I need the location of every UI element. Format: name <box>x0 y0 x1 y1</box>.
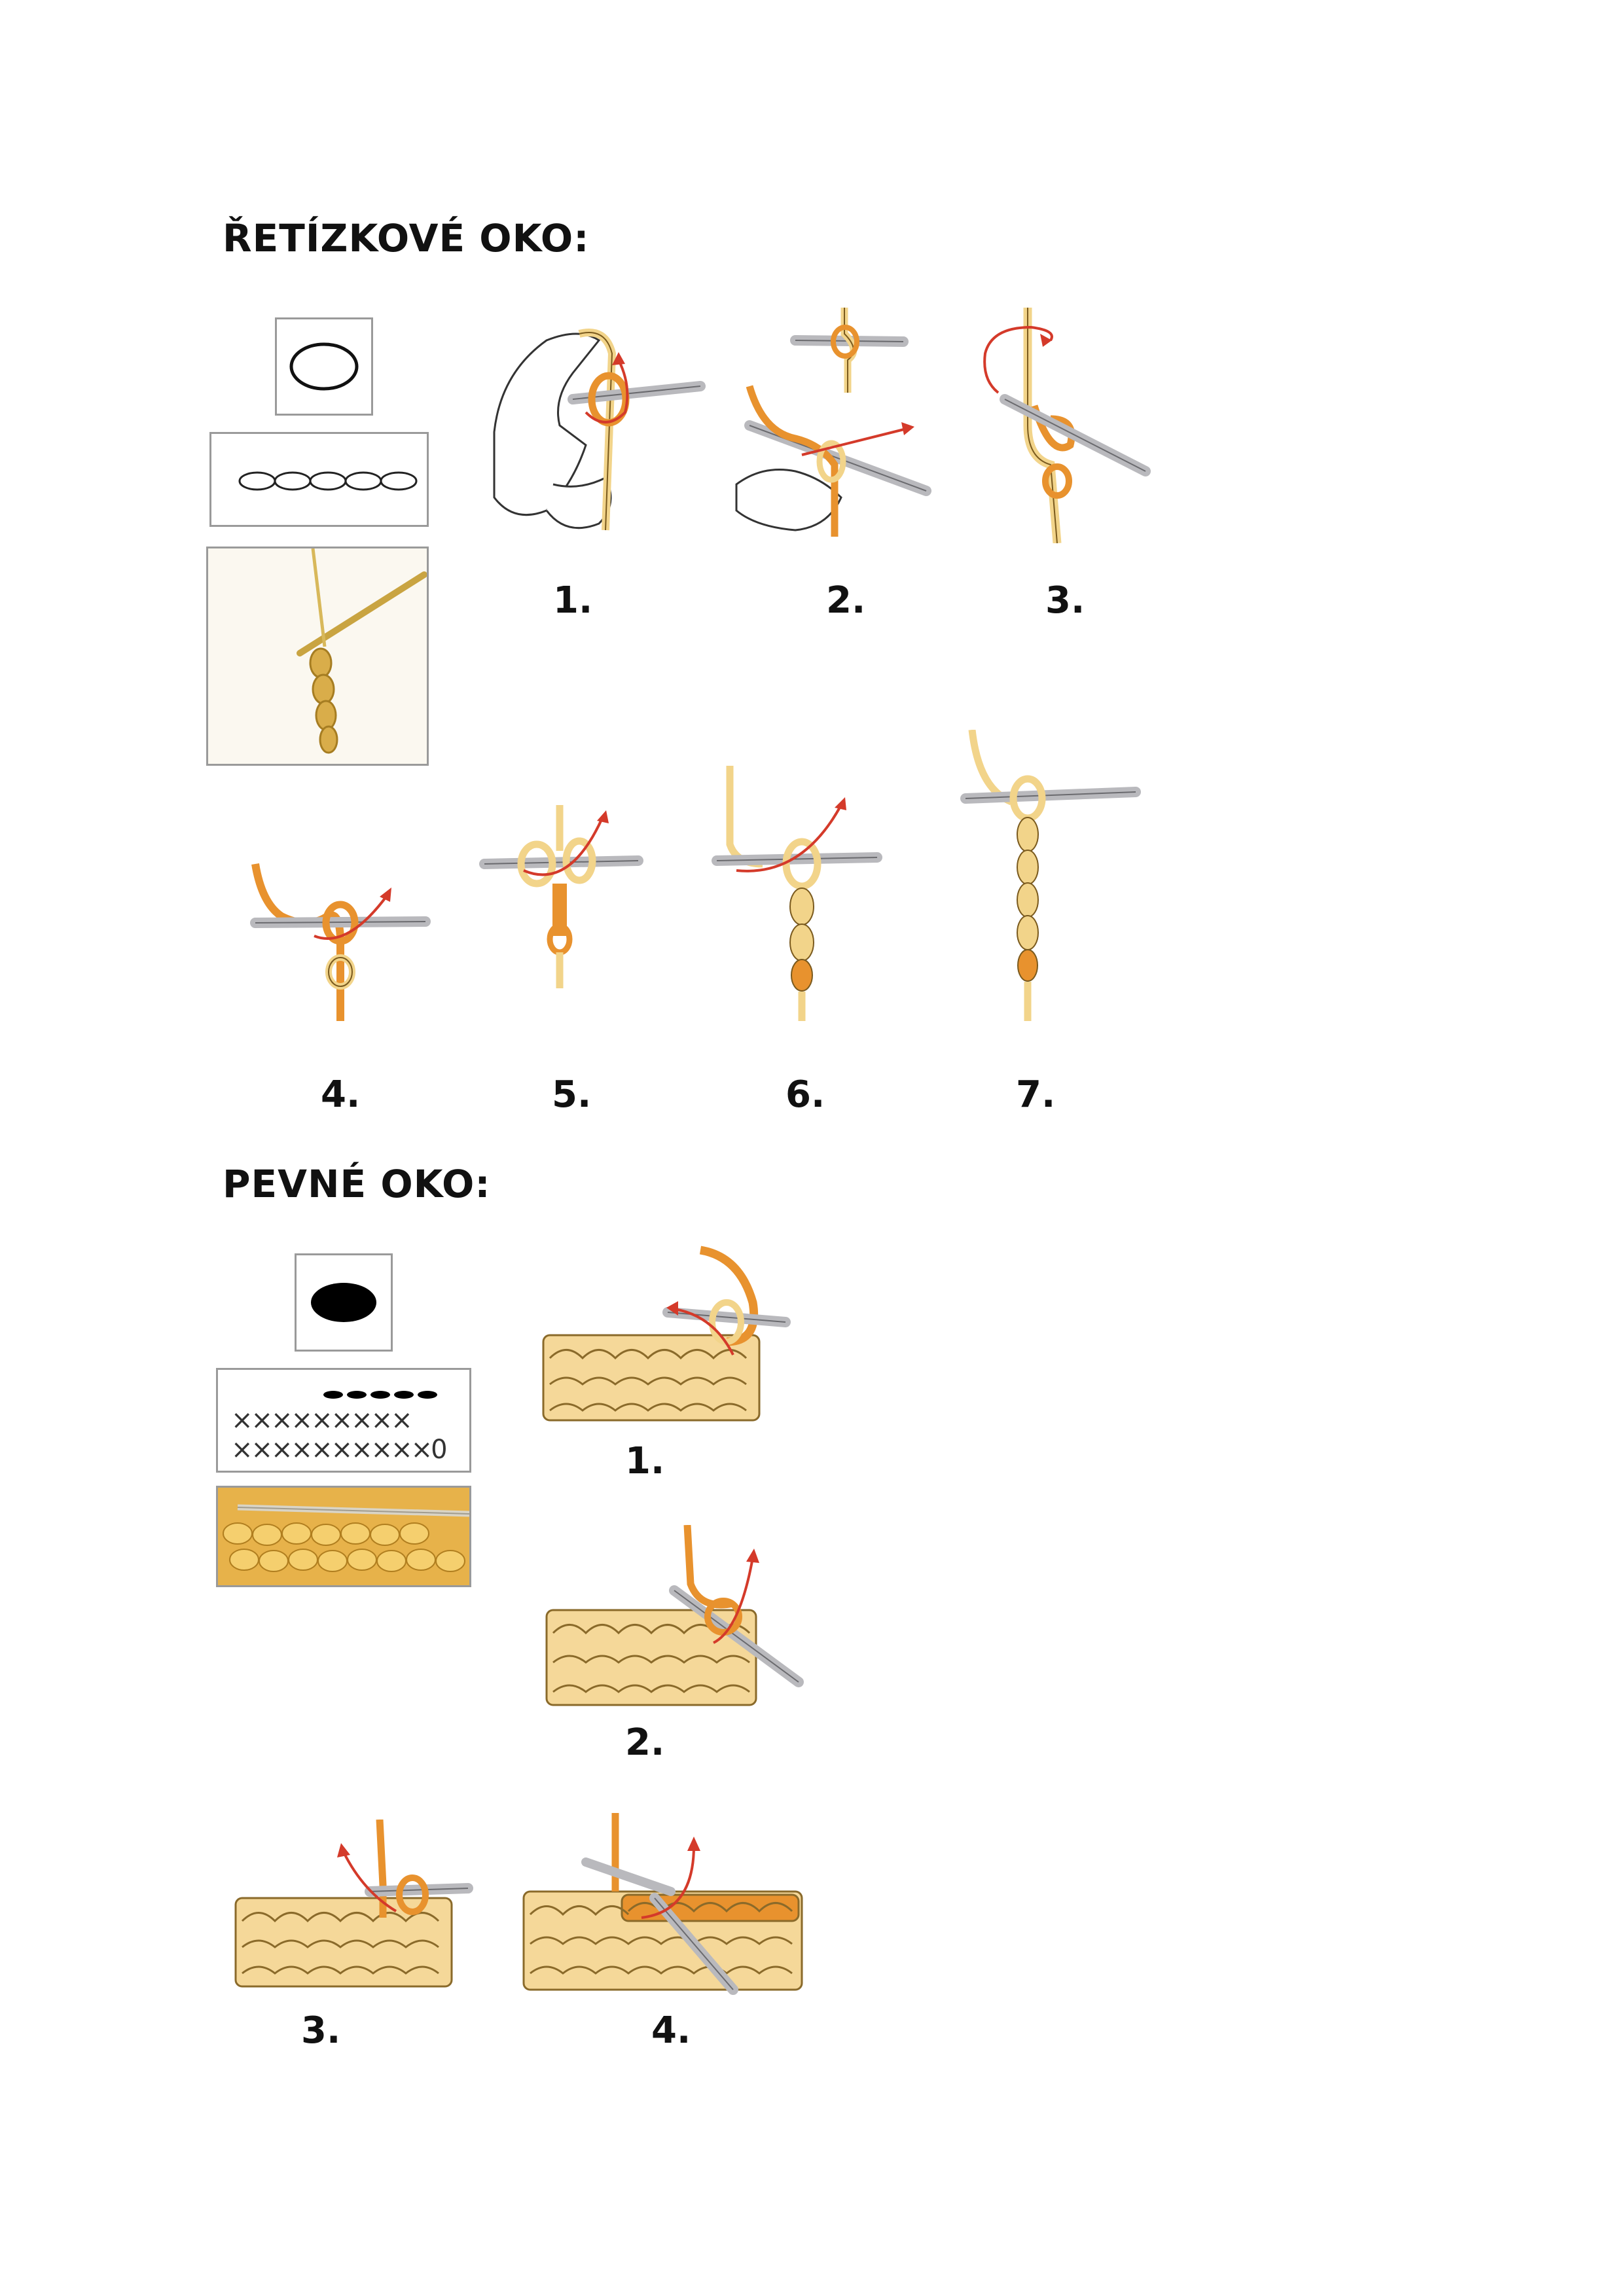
chain-step-7-illustration <box>946 730 1142 1024</box>
sc-step-4-label: 4. <box>651 2009 691 2052</box>
chain-row-ovals-icon <box>211 434 427 525</box>
chain-step-6-illustration <box>710 766 887 1021</box>
sc-step-2-illustration <box>537 1525 812 1708</box>
sc-step-1-illustration <box>537 1244 799 1424</box>
chain-step-3-illustration <box>965 308 1162 543</box>
sc-chart-box <box>216 1368 471 1473</box>
sc-step-3-illustration <box>226 1820 475 1990</box>
chain-step-2-illustration <box>723 301 939 543</box>
sc-symbol-filled-oval-icon <box>297 1255 391 1350</box>
chain-step-4-illustration <box>242 844 439 1021</box>
sc-chart-row-2: ××××××××××0 <box>231 1435 446 1465</box>
chain-stitch-title: ŘETÍZKOVÉ OKO: <box>223 216 590 260</box>
sc-symbol-box <box>295 1253 393 1352</box>
chain-photo <box>206 547 429 766</box>
chain-step-3-label: 3. <box>1045 579 1085 622</box>
chain-step-5-label: 5. <box>552 1073 592 1116</box>
chain-step-1-label: 1. <box>553 579 593 622</box>
sc-step-4-illustration <box>517 1813 812 1996</box>
chain-symbol-box <box>275 317 373 416</box>
sc-chart-row-1: ××××××××× <box>231 1405 411 1435</box>
chain-step-5-illustration <box>471 798 648 995</box>
chain-symbol-oval-icon <box>277 319 371 414</box>
chain-step-2-label: 2. <box>826 579 866 622</box>
single-crochet-title: PEVNÉ OKO: <box>223 1162 491 1206</box>
sc-step-2-label: 2. <box>625 1721 665 1764</box>
sc-step-1-label: 1. <box>625 1440 665 1482</box>
sc-photo <box>216 1486 471 1587</box>
chain-step-6-label: 6. <box>785 1073 825 1116</box>
chain-step-7-label: 7. <box>1016 1073 1056 1116</box>
chain-step-4-label: 4. <box>321 1073 361 1116</box>
sc-step-3-label: 3. <box>301 2009 341 2052</box>
chain-step-1-illustration <box>475 314 710 543</box>
chain-chart-box <box>209 432 429 527</box>
